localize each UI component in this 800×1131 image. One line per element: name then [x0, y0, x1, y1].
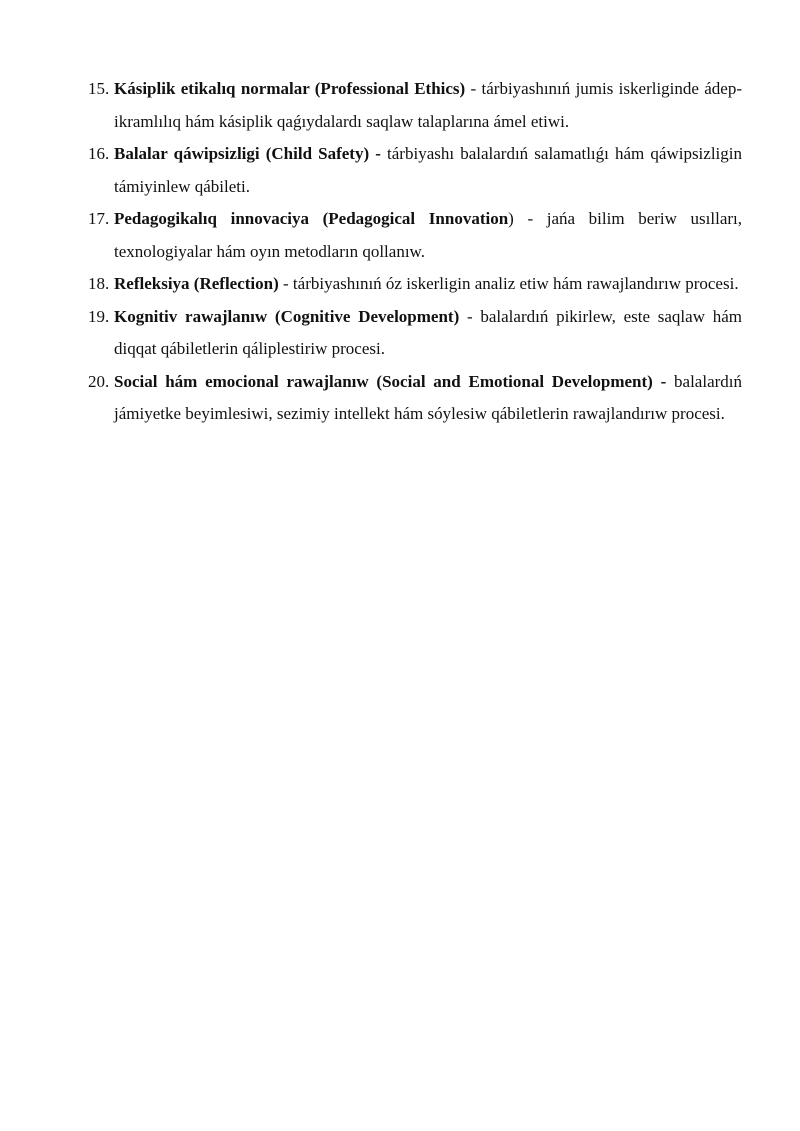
- list-item: [88, 366, 742, 431]
- item-number: 15.: [88, 79, 110, 98]
- term-definition: - tárbiyashınıń óz iskerligin analiz etiw hám rawajlandırıw procesi.: [278, 274, 739, 293]
- term-definition: - balalardıń pikirlew, este saqlaw hám diqqat qábiletlerin qáliplestiriw procesi.: [114, 306, 742, 358]
- term-definition: - tárbiyashınıń jumis iskerliginde ádep-ikramlılıq hám kásiplik qaǵıydalardı saqlaw talaplarına ámel etiwi.: [114, 79, 743, 131]
- list-item: [88, 138, 742, 203]
- term-title: Kognitiv rawajlanıw (Cognitive Development): [114, 306, 460, 326]
- item-number: 20.: [88, 371, 110, 391]
- term-title: Kásiplik etikalıq normalar (Professional Ethics): [114, 79, 466, 98]
- term-definition: balalardıń jámiyetke beyimlesiwi, sezimiy intellekt hám sóylesiw qábiletlerin rawajlandırıw procesi.: [114, 371, 742, 423]
- list-item: [88, 301, 742, 366]
- list-item: [88, 203, 742, 268]
- term-definition: ) - jańa bilim beriw usılları, texnologiyalar hám oyın metodların qollanıw.: [114, 209, 743, 261]
- term-title: Pedagogikalıq innovaciya (Pedagogical Innovation: [114, 209, 509, 228]
- term-definition: tárbiyashı balalardıń salamatlıǵı hám qáwipsizligin támiyinlew qábileti.: [114, 144, 742, 196]
- term-title: Social hám emocional rawajlanıw (Social and Emotional Development) -: [114, 371, 667, 391]
- list-item: [88, 73, 742, 138]
- item-number: 19.: [88, 306, 110, 326]
- term-title: Refleksiya (Reflection): [114, 274, 279, 293]
- item-number: 18.: [88, 274, 110, 293]
- term-title: Balalar qáwipsizligi (Child Safety) -: [114, 144, 381, 163]
- glossary-list: [88, 73, 742, 431]
- item-number: 17.: [88, 209, 110, 228]
- item-number: 16.: [88, 144, 110, 163]
- list-item: [88, 268, 742, 301]
